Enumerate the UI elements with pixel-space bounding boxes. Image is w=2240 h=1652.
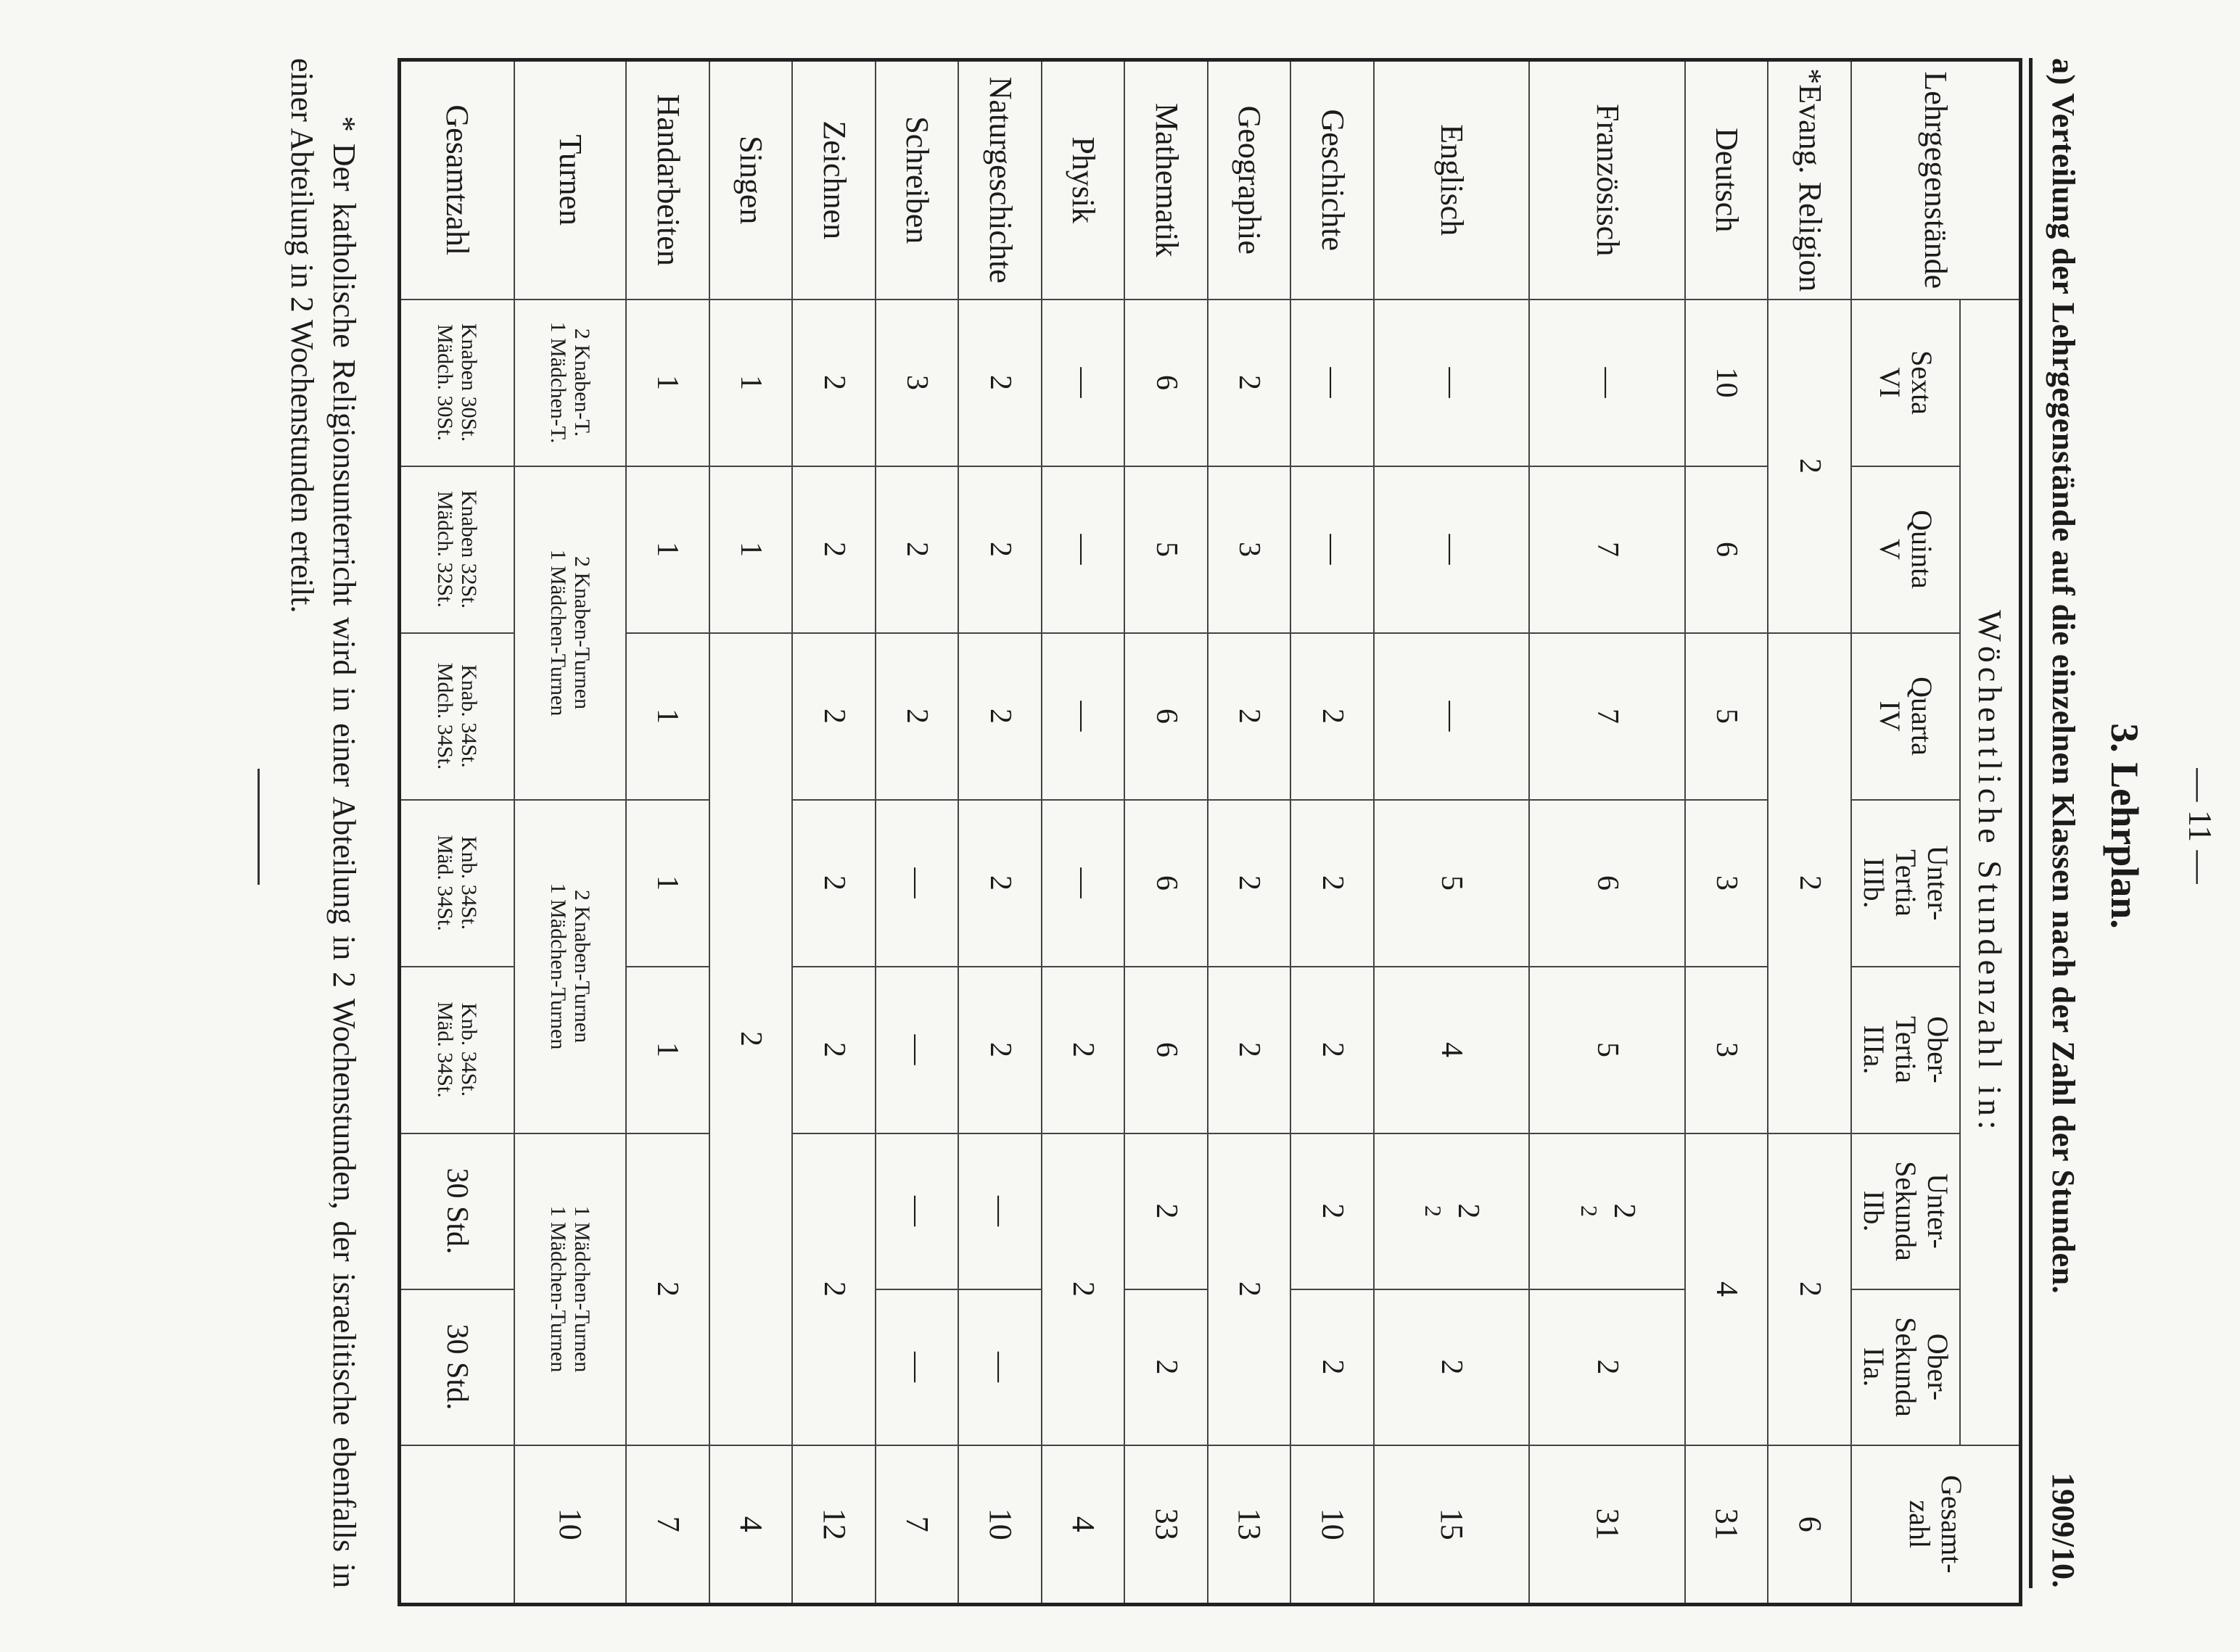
- gesamt-cell-iia: 30 Std.: [400, 1289, 514, 1445]
- hours-cell: 3: [1685, 800, 1768, 967]
- hours-cell: 2: [792, 633, 876, 800]
- hours-cell: 7: [1529, 633, 1685, 800]
- gesamt-cell-iv: Knab. 34St. Mdch. 34St.: [400, 633, 514, 800]
- combined-value: 2: [1576, 1205, 1602, 1217]
- school-year: 1909/10.: [2046, 1472, 2081, 1588]
- total-cell: 31: [1685, 1445, 1768, 1605]
- merged-cell: 2: [626, 1133, 709, 1445]
- hours-cell: 3: [1685, 967, 1768, 1133]
- hours-cell: 2: [1290, 1133, 1374, 1289]
- table-row-physik: [1042, 60, 1125, 1605]
- hours-cell: —: [1374, 466, 1530, 633]
- hours-cell: 7: [1529, 466, 1685, 633]
- hours-cell: 2: [876, 466, 959, 633]
- hours-cell: —: [1374, 633, 1530, 800]
- class-header-vi: Sexta VI: [1851, 300, 1960, 466]
- hours-cell: 4: [1374, 967, 1530, 1133]
- hours-cell: 5: [1124, 466, 1208, 633]
- hours-cell: 6: [1124, 300, 1208, 466]
- hours-cell: —: [876, 1289, 959, 1445]
- hours-cell: 2: [1124, 1289, 1208, 1445]
- empty-cell: [400, 1445, 514, 1605]
- hours-cell: 2: [792, 300, 876, 466]
- total-cell: 10: [958, 1445, 1042, 1605]
- hours-cell: —: [876, 967, 959, 1133]
- subject-cell: Schreiben: [876, 60, 959, 300]
- hours-cell: 10: [1685, 300, 1768, 466]
- table-row-englisch: [1374, 60, 1530, 1605]
- hours-cell: 5: [1685, 633, 1768, 800]
- hours-cell: 2 2: [1374, 1133, 1530, 1289]
- table-row-mathematik: [1124, 60, 1208, 1605]
- hours-cell: —: [1374, 300, 1530, 466]
- subject-cell: Gesamtzahl: [400, 60, 514, 300]
- total-cell: 7: [626, 1445, 709, 1605]
- subject-column-header: Lehrgegenstände: [1851, 60, 2021, 300]
- subject-cell: Singen: [709, 60, 793, 300]
- hours-cell: 2: [1208, 967, 1291, 1133]
- total-cell: 12: [792, 1445, 876, 1605]
- hours-cell: 6: [1529, 800, 1685, 967]
- gesamt-cell-iiib: Knb. 34St. Mäd. 34St.: [400, 800, 514, 967]
- gesamt-cell-v: Knaben 32St. Mädch. 32St.: [400, 466, 514, 633]
- weekly-hours-band-header: Wöchentliche Stundenzahl in:: [1960, 300, 2021, 1445]
- table-row-handarbeiten: [626, 60, 709, 1605]
- hours-cell: 2: [1124, 1133, 1208, 1289]
- hours-cell: 2: [958, 633, 1042, 800]
- merged-cell: 2: [1768, 1133, 1851, 1445]
- hours-cell: 2: [1290, 633, 1374, 800]
- subject-cell: Deutsch: [1685, 60, 1768, 300]
- table-row-singen: [709, 60, 793, 1605]
- class-header-iiib: Unter- Tertia IIIb.: [1851, 800, 1960, 967]
- hours-cell: 1: [709, 466, 793, 633]
- hours-cell: 3: [1208, 466, 1291, 633]
- subject-cell: Mathematik: [1124, 60, 1208, 300]
- section-subtitle: [2045, 58, 2082, 1588]
- table-row-gesamtzahl: [400, 60, 514, 1605]
- hours-cell: 3: [876, 300, 959, 466]
- hours-cell: 2: [1374, 1289, 1530, 1445]
- merged-cell: 2: [709, 633, 793, 1445]
- turnen-cell-vi: 2 Knaben-T. 1 Mädchen-T.: [514, 300, 627, 466]
- hours-cell: 2: [876, 633, 959, 800]
- hours-cell: —: [1290, 300, 1374, 466]
- table-row-naturgeschichte: [958, 60, 1042, 1605]
- total-cell: 33: [1124, 1445, 1208, 1605]
- subject-cell: Physik: [1042, 60, 1125, 300]
- subject-cell: Französisch: [1529, 60, 1685, 300]
- table-row-geschichte: [1290, 60, 1374, 1605]
- hours-cell: —: [1290, 466, 1374, 633]
- merged-cell: 2: [1208, 1133, 1291, 1445]
- hours-cell: 2: [1290, 967, 1374, 1133]
- total-cell: 4: [1042, 1445, 1125, 1605]
- hours-cell: 5: [1529, 967, 1685, 1133]
- total-cell: 13: [1208, 1445, 1291, 1605]
- merged-cell: 2: [792, 1133, 876, 1445]
- turnen-cell-v-iv: 2 Knaben-Turnen 1 Mädchen-Turnen: [514, 466, 627, 800]
- gesamt-cell-iiia: Knb. 34St. Mäd. 34St.: [400, 967, 514, 1133]
- subject-cell: Zeichnen: [792, 60, 876, 300]
- turnen-cell-iii: 2 Knaben-Turnen 1 Mädchen-Turnen: [514, 800, 627, 1133]
- hours-cell: 2: [1208, 633, 1291, 800]
- hours-cell: 5: [1374, 800, 1530, 967]
- hours-cell: —: [1042, 800, 1125, 967]
- gesamt-cell-vi: Knaben 30St. Mädch. 30St.: [400, 300, 514, 466]
- total-column-header: Gesamt- zahl: [1851, 1445, 2021, 1605]
- hours-cell: 2: [958, 967, 1042, 1133]
- hours-cell: 2: [1208, 300, 1291, 466]
- subject-cell: Geographie: [1208, 60, 1291, 300]
- table-row-franzoesisch: [1529, 60, 1685, 1605]
- hours-cell: 1: [626, 466, 709, 633]
- merged-cell: 2: [1768, 633, 1851, 1133]
- merged-cell: 4: [1685, 1133, 1768, 1445]
- hours-cell: 1: [626, 967, 709, 1133]
- footnote-separator: [258, 769, 260, 885]
- hours-cell: 1: [709, 300, 793, 466]
- total-cell: 7: [876, 1445, 959, 1605]
- class-header-iiia: Ober- Tertia IIIa.: [1851, 967, 1960, 1133]
- table-row-zeichnen: [792, 60, 876, 1605]
- subtitle-text: a) Verteilung der Lehrgegenstände auf die einzelnen Klassen nach der Zahl der Stunden.: [2046, 58, 2081, 1294]
- subject-cell: Turnen: [514, 60, 627, 300]
- subject-cell: Geschichte: [1290, 60, 1374, 300]
- combined-value: 2: [1420, 1205, 1447, 1217]
- hours-cell: 2: [958, 466, 1042, 633]
- turnen-cell-ii: 1 Mädchen-Turnen 1 Mädchen-Turnen: [514, 1133, 627, 1445]
- hours-cell: 2: [1042, 967, 1125, 1133]
- hours-cell: 1: [626, 800, 709, 967]
- hours-cell: —: [958, 1289, 1042, 1445]
- total-cell: 4: [709, 1445, 793, 1605]
- subject-cell: Englisch: [1374, 60, 1530, 300]
- hours-cell: 2: [792, 800, 876, 967]
- page-title: 3. Lehrplan.: [2103, 723, 2146, 929]
- class-header-v: Quinta V: [1851, 466, 1960, 633]
- subject-cell: *Evang. Religion: [1768, 60, 1851, 300]
- table-row-deutsch: [1685, 60, 1768, 1605]
- merged-cell: 2: [1768, 300, 1851, 633]
- footnote: * Der katholische Religionsunterricht wird in einer Abteilung in 2 Wochenstunden, der israelitische ebenfalls in einer Abteilung in 2 Wochenstunden erteilt.: [284, 58, 362, 1588]
- hours-cell: 2: [958, 300, 1042, 466]
- hours-cell: 1: [626, 300, 709, 466]
- hours-cell: 2 2: [1529, 1133, 1685, 1289]
- hours-cell: 6: [1685, 466, 1768, 633]
- hours-cell: 2: [792, 466, 876, 633]
- hours-cell: 6: [1124, 967, 1208, 1133]
- page-number: — 11 —: [2182, 768, 2219, 884]
- hours-cell: —: [1042, 300, 1125, 466]
- hours-cell: 1: [626, 633, 709, 800]
- table-row-schreiben: [876, 60, 959, 1605]
- total-cell: 31: [1529, 1445, 1685, 1605]
- table-row-turnen: [514, 60, 627, 1605]
- subject-cell: Naturgeschichte: [958, 60, 1042, 300]
- class-header-iia: Ober- Sekunda IIa.: [1851, 1289, 1960, 1445]
- hours-cell: 2: [1290, 800, 1374, 967]
- hours-cell: 6: [1124, 800, 1208, 967]
- hours-cell: 2: [1208, 800, 1291, 967]
- total-cell: 10: [1290, 1445, 1374, 1605]
- hours-cell: 6: [1124, 633, 1208, 800]
- total-cell: 10: [514, 1445, 627, 1605]
- total-cell: 15: [1374, 1445, 1530, 1605]
- hours-cell: —: [1529, 300, 1685, 466]
- hours-cell: 2: [792, 967, 876, 1133]
- subject-cell: Handarbeiten: [626, 60, 709, 300]
- hours-cell: —: [876, 1133, 959, 1289]
- total-cell: 6: [1768, 1445, 1851, 1605]
- gesamt-cell-iib: 30 Std.: [400, 1133, 514, 1289]
- hours-cell: —: [958, 1133, 1042, 1289]
- class-header-iib: Unter- Sekunda IIb.: [1851, 1133, 1960, 1289]
- hours-cell: 2: [958, 800, 1042, 967]
- hours-cell: —: [1042, 466, 1125, 633]
- title-rule: [2029, 58, 2033, 1588]
- curriculum-table: [398, 58, 2022, 1606]
- table-row-religion: [1768, 60, 1851, 1605]
- hours-cell: —: [1042, 633, 1125, 800]
- table-row-geographie: [1208, 60, 1291, 1605]
- merged-cell: 2: [1042, 1133, 1125, 1445]
- hours-cell: —: [876, 800, 959, 967]
- hours-cell: 2: [1290, 1289, 1374, 1445]
- hours-cell: 2: [1529, 1289, 1685, 1445]
- class-header-iv: Quarta IV: [1851, 633, 1960, 800]
